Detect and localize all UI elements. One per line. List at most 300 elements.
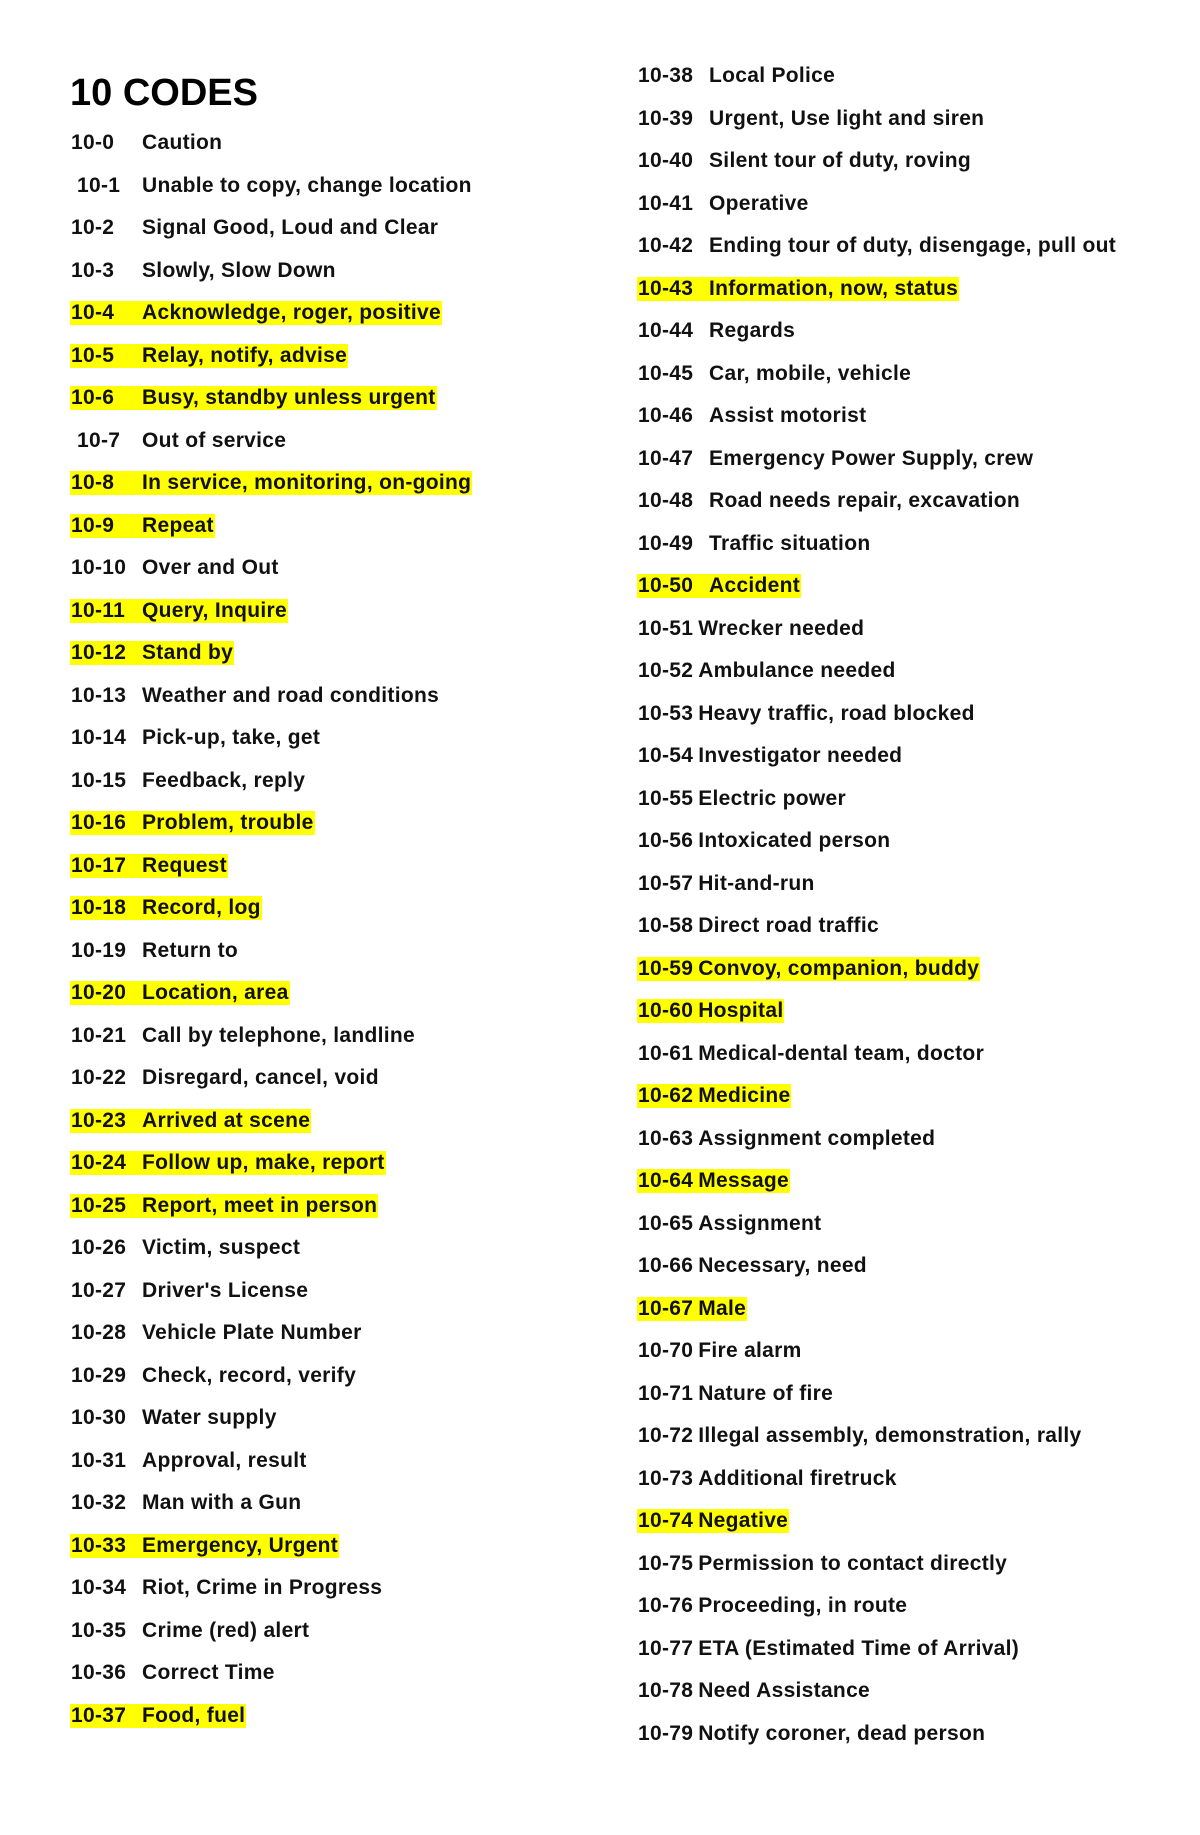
code-row	[637, 532, 1117, 575]
code-entry	[70, 1619, 310, 1643]
code-meaning: In service, monitoring, on-going	[142, 471, 472, 494]
code-number: 10-55	[638, 786, 694, 810]
code-meaning: Information, now, status	[709, 276, 959, 300]
code-meaning: Caution	[142, 131, 223, 154]
code-row	[637, 107, 1117, 150]
code-meaning: Signal Good, Loud and Clear	[142, 216, 439, 239]
code-meaning: Stand by	[142, 641, 234, 664]
code-row	[637, 1254, 1117, 1297]
code-number: 10-19	[71, 938, 127, 962]
code-row	[637, 744, 1117, 787]
code-number: 10-72	[638, 1424, 694, 1447]
code-entry	[70, 1364, 357, 1388]
code-entry	[637, 1637, 1020, 1661]
code-number: 10-29	[71, 1363, 127, 1387]
code-row	[637, 234, 1117, 277]
code-number: 10-28	[71, 1321, 127, 1344]
code-row	[70, 896, 473, 939]
code-meaning: Operative	[709, 191, 809, 215]
code-row	[637, 1509, 1117, 1552]
code-number: 10-24	[71, 1151, 127, 1174]
code-row	[70, 1236, 473, 1279]
code-number: 10-10	[71, 556, 127, 579]
code-number: 10-14	[71, 726, 127, 749]
code-meaning: Investigator needed	[698, 744, 903, 767]
code-number: 10-30	[71, 1406, 127, 1429]
code-entry	[637, 744, 903, 768]
code-number: 10-41	[638, 191, 694, 215]
code-meaning: Heavy traffic, road blocked	[698, 701, 975, 725]
code-meaning: Hospital	[698, 999, 784, 1022]
code-meaning: Hit-and-run	[698, 871, 815, 895]
code-meaning: Message	[698, 1169, 790, 1192]
code-entry	[70, 726, 321, 750]
code-entry	[637, 829, 891, 853]
code-row	[637, 1679, 1117, 1722]
code-meaning: ETA (Estimated Time of Arrival)	[698, 1636, 1020, 1660]
code-entry	[70, 216, 439, 240]
code-row	[70, 769, 473, 812]
code-number: 10-49	[638, 531, 694, 555]
code-entry	[70, 1321, 363, 1345]
code-row	[70, 471, 473, 514]
code-number: 10-73	[638, 1466, 694, 1490]
code-entry	[637, 1594, 908, 1618]
code-number: 10-13	[71, 683, 127, 707]
code-meaning: Regards	[709, 319, 796, 342]
code-entry	[70, 174, 473, 198]
code-row	[637, 404, 1117, 447]
code-row	[70, 1066, 473, 1109]
highlighted-code-entry	[70, 344, 348, 368]
highlighted-code-entry	[70, 1194, 378, 1218]
code-entry	[70, 769, 306, 793]
highlighted-code-entry	[637, 277, 959, 301]
code-entry	[637, 532, 871, 556]
code-meaning: Acknowledge, roger, positive	[142, 301, 441, 324]
code-number: 10-2	[71, 216, 115, 239]
code-number: 10-20	[71, 981, 127, 1004]
code-meaning: Arrived at scene	[142, 1108, 311, 1132]
code-entry	[637, 319, 796, 343]
code-meaning: Illegal assembly, demonstration, rally	[698, 1424, 1082, 1447]
code-meaning: Permission to contact directly	[698, 1551, 1008, 1575]
code-entry	[637, 1212, 822, 1236]
code-row	[637, 1722, 1117, 1765]
code-meaning: Electric power	[698, 786, 846, 810]
code-number: 10-66	[638, 1254, 694, 1277]
code-row	[637, 617, 1117, 660]
code-row	[70, 1619, 473, 1662]
highlighted-code-entry	[70, 599, 288, 623]
code-number: 10-48	[638, 489, 694, 512]
code-number: 10-76	[638, 1594, 694, 1617]
code-entry	[70, 1491, 302, 1515]
highlighted-code-entry	[637, 957, 980, 981]
code-number: 10-18	[71, 896, 127, 919]
code-meaning: Busy, standby unless urgent	[142, 386, 436, 409]
code-number: 10-63	[638, 1126, 694, 1150]
code-meaning: Weather and road conditions	[142, 683, 440, 707]
code-entry	[637, 1552, 1008, 1576]
code-meaning: Request	[142, 853, 227, 877]
code-meaning: Victim, suspect	[142, 1236, 301, 1259]
highlighted-code-entry	[70, 1109, 311, 1133]
code-number: 10-4	[71, 301, 115, 324]
code-entry	[637, 659, 897, 683]
code-meaning: Repeat	[142, 513, 214, 537]
code-number: 10-17	[71, 853, 127, 877]
code-row	[70, 1406, 473, 1449]
code-number: 10-58	[638, 914, 694, 937]
highlighted-code-entry	[70, 1151, 386, 1175]
code-row	[70, 1364, 473, 1407]
code-number: 10-62	[638, 1084, 694, 1107]
highlighted-code-entry	[70, 471, 472, 495]
code-row	[637, 1637, 1117, 1680]
code-entry	[637, 1722, 986, 1746]
code-meaning: Urgent, Use light and siren	[709, 106, 985, 130]
highlighted-code-entry	[70, 854, 228, 878]
code-row	[637, 319, 1117, 362]
code-row	[637, 1339, 1117, 1382]
code-entry	[637, 447, 1034, 471]
code-number: 10-71	[638, 1381, 694, 1405]
code-meaning: Riot, Crime in Progress	[142, 1576, 383, 1599]
code-meaning: Medicine	[698, 1084, 791, 1107]
code-entry	[637, 1339, 803, 1363]
code-number: 10-47	[638, 446, 694, 470]
code-meaning: Emergency, Urgent	[142, 1533, 339, 1557]
code-number: 10-59	[638, 956, 694, 980]
highlighted-code-entry	[637, 1084, 791, 1108]
highlighted-code-entry	[70, 981, 290, 1005]
code-meaning: Ending tour of duty, disengage, pull out	[709, 234, 1117, 257]
code-row	[637, 1594, 1117, 1637]
code-row	[70, 344, 473, 387]
code-meaning: Emergency Power Supply, crew	[709, 446, 1034, 470]
code-row	[70, 514, 473, 557]
code-number: 10-77	[638, 1636, 694, 1660]
code-meaning: Fire alarm	[698, 1339, 802, 1362]
code-entry	[637, 362, 912, 386]
code-meaning: Correct Time	[142, 1661, 275, 1684]
highlighted-code-entry	[70, 1704, 246, 1728]
code-meaning: Car, mobile, vehicle	[709, 361, 912, 385]
code-number: 10-31	[71, 1448, 127, 1472]
code-number: 10-42	[638, 234, 694, 257]
code-number: 10-7	[77, 428, 121, 452]
highlighted-code-entry	[70, 641, 234, 665]
code-meaning: Ambulance needed	[698, 659, 896, 682]
code-meaning: Male	[698, 1296, 747, 1320]
code-row	[70, 811, 473, 854]
code-entry	[637, 1382, 834, 1406]
code-number: 10-65	[638, 1211, 694, 1235]
highlighted-code-entry	[70, 1534, 339, 1558]
code-number: 10-56	[638, 829, 694, 852]
code-entry	[637, 404, 867, 428]
code-entry	[637, 1467, 898, 1491]
code-row	[637, 362, 1117, 405]
code-number: 10-23	[71, 1108, 127, 1132]
code-meaning: Man with a Gun	[142, 1491, 302, 1514]
code-number: 10-53	[638, 701, 694, 725]
code-meaning: Need Assistance	[698, 1679, 871, 1702]
code-meaning: Road needs repair, excavation	[709, 489, 1020, 512]
code-meaning: Disregard, cancel, void	[142, 1066, 379, 1089]
code-meaning: Assist motorist	[709, 404, 867, 427]
code-meaning: Feedback, reply	[142, 768, 306, 792]
code-meaning: Relay, notify, advise	[142, 343, 348, 367]
code-entry	[637, 1042, 985, 1066]
code-number: 10-51	[638, 616, 694, 640]
code-row	[637, 1042, 1117, 1085]
code-row	[637, 1127, 1117, 1170]
code-row	[637, 447, 1117, 490]
code-meaning: Convoy, companion, buddy	[698, 956, 980, 980]
code-row	[70, 259, 473, 302]
code-row	[70, 1109, 473, 1152]
code-number: 10-11	[71, 598, 126, 622]
code-meaning: Report, meet in person	[142, 1193, 378, 1217]
code-entry	[70, 939, 239, 963]
code-meaning: Approval, result	[142, 1448, 307, 1472]
code-number: 10-36	[71, 1661, 127, 1684]
code-row	[70, 981, 473, 1024]
code-row	[637, 999, 1117, 1042]
code-row	[637, 192, 1117, 235]
code-number: 10-52	[638, 659, 694, 682]
code-meaning: Unable to copy, change location	[142, 173, 472, 197]
code-row	[637, 787, 1117, 830]
code-number: 10-45	[638, 361, 694, 385]
code-row	[637, 277, 1117, 320]
code-entry	[637, 1679, 871, 1703]
code-row	[637, 149, 1117, 192]
highlighted-code-entry	[70, 896, 262, 920]
code-row	[70, 599, 473, 642]
code-entry	[637, 872, 816, 896]
code-number: 10-32	[71, 1491, 127, 1514]
code-entry	[637, 787, 847, 811]
code-row	[637, 489, 1117, 532]
code-entry	[70, 1024, 416, 1048]
code-number: 10-27	[71, 1278, 127, 1302]
code-number: 10-16	[71, 811, 127, 834]
code-meaning: Out of service	[142, 428, 287, 452]
code-row	[70, 939, 473, 982]
code-entry	[637, 149, 972, 173]
code-entry	[637, 234, 1117, 258]
code-row	[70, 1704, 473, 1747]
code-meaning: Call by telephone, landline	[142, 1023, 415, 1047]
code-row	[70, 1661, 473, 1704]
code-number: 10-15	[71, 768, 127, 792]
right-code-column	[637, 64, 1117, 1764]
code-number: 10-21	[71, 1023, 127, 1047]
code-entry	[70, 684, 440, 708]
code-meaning: Record, log	[142, 896, 261, 919]
code-entry	[637, 702, 976, 726]
code-row	[637, 659, 1117, 702]
code-number: 10-8	[71, 471, 115, 494]
code-row	[70, 1279, 473, 1322]
code-row	[637, 1297, 1117, 1340]
code-entry	[637, 489, 1021, 513]
highlighted-code-entry	[637, 1509, 789, 1533]
code-meaning: Silent tour of duty, roving	[709, 149, 972, 172]
code-number: 10-44	[638, 319, 694, 342]
code-number: 10-40	[638, 149, 694, 172]
highlighted-code-entry	[70, 811, 315, 835]
code-entry	[70, 131, 223, 155]
code-entry	[70, 1449, 308, 1473]
code-entry	[70, 556, 280, 580]
code-number: 10-75	[638, 1551, 694, 1575]
code-row	[70, 429, 473, 472]
code-number: 10-50	[638, 574, 694, 597]
code-row	[70, 1194, 473, 1237]
highlighted-code-entry	[70, 301, 442, 325]
highlighted-code-entry	[637, 574, 801, 598]
code-row	[70, 216, 473, 259]
highlighted-code-entry	[70, 514, 215, 538]
code-row	[70, 1151, 473, 1194]
code-number: 10-22	[71, 1066, 127, 1089]
code-meaning: Water supply	[142, 1406, 277, 1429]
code-meaning: Vehicle Plate Number	[142, 1321, 362, 1344]
code-meaning: Return to	[142, 938, 239, 962]
code-number: 10-26	[71, 1236, 127, 1259]
code-row	[637, 1382, 1117, 1425]
code-row	[637, 1212, 1117, 1255]
code-number: 10-43	[638, 276, 694, 300]
code-meaning: Accident	[709, 574, 801, 597]
code-meaning: Food, fuel	[142, 1703, 246, 1727]
code-row	[637, 1084, 1117, 1127]
code-row	[70, 641, 473, 684]
code-entry	[70, 1661, 276, 1685]
code-number: 10-12	[71, 641, 127, 664]
code-row	[637, 574, 1117, 617]
code-row	[70, 386, 473, 429]
code-number: 10-5	[71, 343, 115, 367]
code-number: 10-37	[71, 1703, 127, 1727]
code-meaning: Medical-dental team, doctor	[698, 1041, 985, 1065]
code-entry	[637, 192, 810, 216]
code-row	[70, 556, 473, 599]
code-row	[70, 684, 473, 727]
code-row	[637, 1169, 1117, 1212]
code-number: 10-34	[71, 1576, 127, 1599]
code-entry	[70, 1066, 380, 1090]
code-meaning: Pick-up, take, get	[142, 726, 321, 749]
code-row	[70, 1321, 473, 1364]
code-number: 10-61	[638, 1041, 694, 1065]
code-number: 10-57	[638, 871, 694, 895]
code-number: 10-1	[77, 173, 121, 197]
code-entry	[70, 1576, 383, 1600]
code-meaning: Over and Out	[142, 556, 279, 579]
code-row	[70, 1534, 473, 1577]
code-meaning: Problem, trouble	[142, 811, 314, 834]
code-meaning: Wrecker needed	[698, 616, 865, 640]
code-meaning: Notify coroner, dead person	[698, 1721, 986, 1745]
code-meaning: Negative	[698, 1509, 789, 1532]
code-number: 10-0	[71, 131, 115, 154]
code-entry	[637, 617, 865, 641]
code-row	[637, 957, 1117, 1000]
code-number: 10-25	[71, 1193, 127, 1217]
code-entry	[70, 1279, 309, 1303]
code-number: 10-6	[71, 386, 115, 409]
code-row	[637, 1424, 1117, 1467]
code-meaning: Assignment completed	[698, 1126, 936, 1150]
code-meaning: Proceeding, in route	[698, 1594, 908, 1617]
code-row	[70, 131, 473, 174]
code-row	[637, 872, 1117, 915]
highlighted-code-entry	[637, 1297, 747, 1321]
code-entry	[70, 259, 337, 283]
code-number: 10-9	[71, 513, 115, 537]
code-number: 10-3	[71, 258, 115, 282]
code-row	[637, 1552, 1117, 1595]
code-row	[70, 854, 473, 897]
code-row	[637, 1467, 1117, 1510]
code-number: 10-39	[638, 106, 694, 130]
left-code-column	[70, 131, 473, 1746]
code-number: 10-54	[638, 744, 694, 767]
code-entry	[637, 64, 836, 88]
code-number: 10-74	[638, 1509, 694, 1532]
code-row	[637, 702, 1117, 745]
code-number: 10-35	[71, 1618, 127, 1642]
code-meaning: Local Police	[709, 64, 836, 87]
code-entry	[637, 1424, 1083, 1448]
code-entry	[70, 1406, 278, 1430]
code-number: 10-46	[638, 404, 694, 427]
highlighted-code-entry	[637, 1169, 790, 1193]
code-entry	[637, 1127, 936, 1151]
code-meaning: Location, area	[142, 981, 289, 1004]
code-meaning: Query, Inquire	[142, 598, 288, 622]
code-number: 10-78	[638, 1679, 694, 1702]
code-meaning: Crime (red) alert	[142, 1618, 310, 1642]
code-meaning: Follow up, make, report	[142, 1151, 385, 1174]
code-meaning: Nature of fire	[698, 1381, 834, 1405]
code-number: 10-64	[638, 1169, 694, 1192]
code-number: 10-79	[638, 1721, 694, 1745]
code-row	[70, 1449, 473, 1492]
code-meaning: Direct road traffic	[698, 914, 879, 937]
code-meaning: Driver's License	[142, 1278, 309, 1302]
code-row	[637, 64, 1117, 107]
code-row	[70, 1024, 473, 1067]
code-meaning: Additional firetruck	[698, 1466, 897, 1490]
code-row	[637, 914, 1117, 957]
code-meaning: Necessary, need	[698, 1254, 867, 1277]
code-meaning: Assignment	[698, 1211, 822, 1235]
code-row	[70, 1576, 473, 1619]
code-entry	[637, 107, 985, 131]
code-entry	[637, 1254, 868, 1278]
code-meaning: Intoxicated person	[698, 829, 891, 852]
code-meaning: Check, record, verify	[142, 1363, 357, 1387]
code-number: 10-67	[638, 1296, 694, 1320]
code-row	[70, 174, 473, 217]
highlighted-code-entry	[637, 999, 784, 1023]
